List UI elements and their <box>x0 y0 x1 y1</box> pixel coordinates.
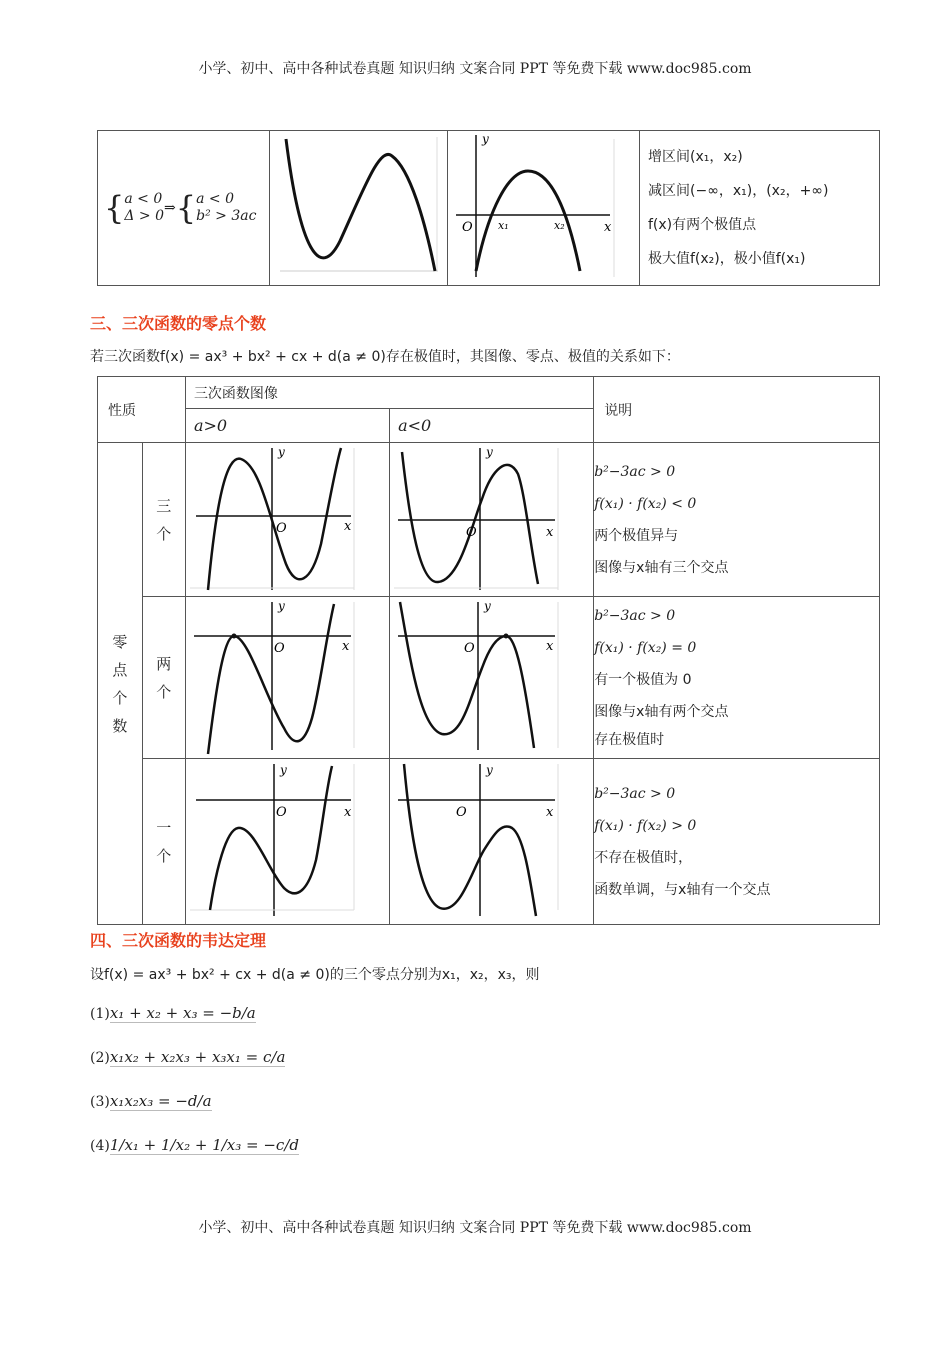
cubic-case-table <box>97 130 880 286</box>
desc-extrema: f(x)有两个极值点 <box>648 217 757 233</box>
svg-text:x: x <box>341 638 350 654</box>
svg-text:O: O <box>275 520 287 536</box>
svg-text:y: y <box>486 444 493 459</box>
svg-text:y: y <box>277 598 285 613</box>
svg-text:x: x <box>546 638 554 654</box>
condition-line1: a < 0 <box>124 191 163 207</box>
section3-intro: 若三次函数f(x) = ax³ + bx² + cx + d(a ≠ 0)存在极值时，其图像、零点、极值的关系如下： <box>90 349 680 365</box>
svg-text:x: x <box>546 804 554 820</box>
svg-text:y: y <box>484 598 491 613</box>
notes-three: b²−3ac > 0 f(x₁) · f(x₂) < 0 两个极值异与 图像与x轴有三个交点 <box>594 443 880 597</box>
cubic-curve-graph <box>448 131 640 286</box>
graph-one-pos <box>185 759 389 925</box>
formula-1: (1)x₁ + x₂ + x₃ = −b/a <box>90 1004 256 1022</box>
graph-three-neg <box>390 443 594 597</box>
x2-label: x₂ <box>554 219 565 232</box>
result-line2: b² > 3ac <box>196 208 257 224</box>
page-footer: 小学、初中、高中各种试卷真题 知识归纳 文案合同 PPT 等免费下载 www.doc985.com <box>198 1220 752 1236</box>
axis-x-label: x <box>604 220 612 235</box>
sub-header-a-neg: a<0 <box>390 409 594 443</box>
x1-label: x₁ <box>498 219 509 232</box>
svg-text:O: O <box>464 640 475 656</box>
svg-text:x: x <box>343 804 352 820</box>
row-label-two: 两个 <box>142 597 185 759</box>
svg-text:y: y <box>279 762 287 777</box>
desc-increase: 增区间(x₁，x₂) <box>648 149 743 165</box>
desc-decrease: 减区间(−∞，x₁)，(x₂，+∞) <box>648 183 829 199</box>
graph-two-pos <box>185 597 389 759</box>
header-note: 说明 <box>594 377 880 443</box>
svg-text:y: y <box>277 444 285 459</box>
condition-cell: { a < 0 Δ > 0 ⇒ { a < 0 b² > 3ac <box>98 131 270 286</box>
graph-one-neg <box>390 759 594 925</box>
svg-text:O: O <box>273 640 285 656</box>
origin-label: O <box>462 220 473 235</box>
desc-max-min: 极大值f(x₂)，极小值f(x₁) <box>648 251 806 267</box>
implies-arrow: ⇒ <box>164 200 176 216</box>
svg-text:O: O <box>275 804 287 820</box>
top-desc-cell <box>640 131 880 286</box>
notes-two: b²−3ac > 0 f(x₁) · f(x₂) = 0 有一个极值为 0 图像与x轴有两个交点 存在极值时 <box>594 597 880 759</box>
svg-text:x: x <box>546 524 554 540</box>
zeros-table <box>97 376 880 925</box>
row-label-one: 一个 <box>142 759 185 925</box>
graph-three-pos <box>185 443 389 597</box>
derivative-shape-graph <box>270 131 448 286</box>
svg-text:x: x <box>343 518 352 534</box>
svg-text:O: O <box>466 524 477 540</box>
sub-header-a-pos: a>0 <box>185 409 389 443</box>
section3-title: 三、三次函数的零点个数 <box>90 314 267 333</box>
page-header: 小学、初中、高中各种试卷真题 知识归纳 文案合同 PPT 等免费下载 www.doc985.com <box>198 61 752 77</box>
condition-line2: Δ > 0 <box>124 208 165 224</box>
formula-4: (4)1/x₁ + 1/x₂ + 1/x₃ = −c/d <box>90 1136 299 1154</box>
formula-2: (2)x₁x₂ + x₂x₃ + x₃x₁ = c/a <box>90 1048 286 1066</box>
section4-intro: 设f(x) = ax³ + bx² + cx + d(a ≠ 0)的三个零点分别为x₁，x₂，x₃，则 <box>90 967 540 983</box>
row-group-label: 零点个数 <box>98 443 143 925</box>
formula-3: (3)x₁x₂x₃ = −d/a <box>90 1092 212 1110</box>
graph-two-neg <box>390 597 594 759</box>
header-image: 三次函数图像 <box>185 377 593 409</box>
section4-title: 四、三次函数的韦达定理 <box>90 931 267 950</box>
svg-text:O: O <box>456 804 467 820</box>
svg-text:y: y <box>486 762 493 777</box>
result-line1: a < 0 <box>196 191 234 207</box>
notes-one: b²−3ac > 0 f(x₁) · f(x₂) > 0 不存在极值时， 函数单调，与x轴有一个交点 <box>594 759 880 925</box>
axis-y-label: y <box>482 132 489 146</box>
row-label-three: 三个 <box>142 443 185 597</box>
header-property: 性质 <box>98 377 186 443</box>
